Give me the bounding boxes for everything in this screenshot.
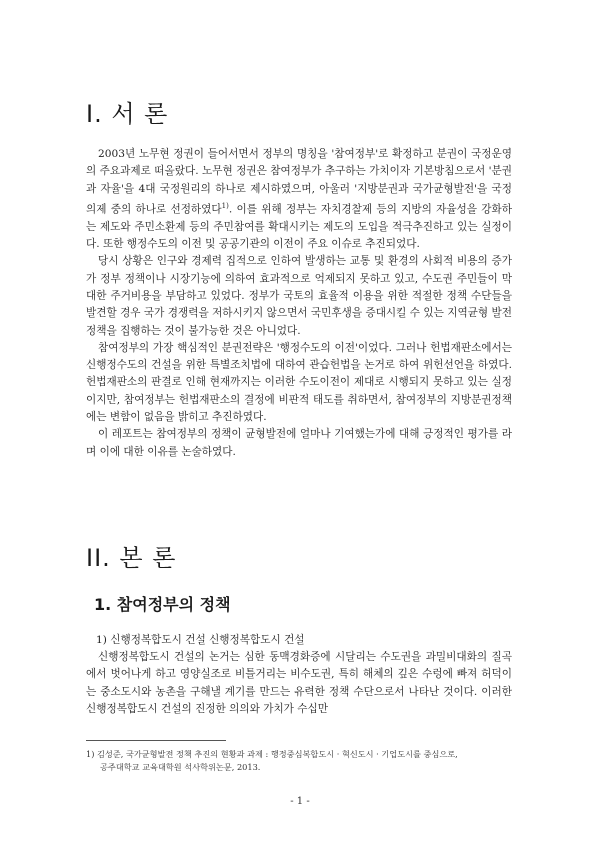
intro-paragraph-3: 참여정부의 가장 핵심적인 분권전략은 '행정수도의 이전'이었다. 그러나 헌법재판소에서는 신행정수도의 건설을 위한 특별조치법에 대하여 관습헌법을 논거로 하여 위헌선언을 하였다. 헌법재판소의 판결로 인해 현재까지는 이러한 수도이전이 제대로 시행되지 못하고 있는 실정이지만, 참여정부는 헌법재판소의 결정에 비판적 태도를 취하면서, 참여정부의 지방분권정책에는 변함이 없음을 밝히고 추진하였다.: [86, 341, 512, 423]
intro-paragraph-4: 이 레포트는 참여정부의 정책이 균형발전에 얼마나 기여했는가에 대해 긍정적인 평가를 라며 이에 대한 이유를 논술하였다.: [86, 428, 512, 458]
footnote-ref: 1): [221, 201, 229, 210]
footnote-line-1: 1) 김성준, 국가균형발전 정책 추진의 현황과 과제 : 행정중심복합도시 · 혁신도시 · 기업도시를 중심으로,: [86, 749, 458, 759]
main-body: [86, 649, 512, 718]
main-paragraph-1: 신행정복합도시 건설의 논거는 심한 동맥경화증에 시달리는 수도권을 과밀비대화의 질곡에서 벗어나게 하고 영양실조로 비틀거리는 비수도권, 특히 해체의 깊은 수렁에 빠져 허덕이는 중소도시와 농촌을 구해낼 계기를 만드는 유력한 정책 수단으로서 나타난 것이다. 이러한 신행정복합도시 건설의 진정한 의의와 가치가 수십만: [86, 651, 512, 715]
item-title: 1) 신행정복합도시 건설 신행정복합도시 건설: [96, 634, 305, 646]
footnote: [86, 748, 516, 774]
footnote-separator: [86, 740, 226, 741]
footnote-line-2: 공주대학교 교육대학원 석사학위논문, 2013.: [100, 762, 261, 772]
section-heading-introduction: I. 서 론: [86, 100, 169, 128]
page-number: - 1 -: [290, 796, 310, 807]
intro-paragraph-2: 당시 상황은 인구와 경제력 집적으로 인하여 발생하는 교통 및 환경의 사회적 비용의 증가가 정부 정책이나 시장기능에 의하여 효과적으로 억제되지 못하고 있고, 수도권 주민들이 막대한 주거비용을 부담하고 있었다. 정부가 국토의 효율적 이용을 위한 적절한 정책 수단들을 발견할 경우 국가 경쟁력을 저하시키지 않으면서 국민후생을 증대시킬 수 있는 지역균형 발전 정책을 집행하는 것이 불가능한 것은 아니었다.: [86, 255, 512, 337]
subsection-heading: 1. 참여정부의 정책: [94, 595, 231, 614]
introduction-body: [86, 146, 512, 461]
intro-paragraph-1: 2003년 노무현 정권이 들어서면서 정부의 명칭을 '참여정부'로 확정하고 분권이 국정운영의 주요과제로 떠올랐다. 노무현 정권은 참여정부가 추구하는 가치이자 기본방침으로서 '분권과 자율'을 4대 국정원리의 하나로 제시하였으며, 아울러 '지방분권과 국가균형발전'을 국정 의제 중의 하나로 선정하였다$^{1)}$. 이를 위해 정부는 자치경찰제 등의 지방의 자율성을 강화하는 제도와 주민소환제 등의 주민참여를 확대시키는 제도의 도입을 적극추진하고 있는 실정이다. 또한 행정수도의 이전 및 공공기관의 이전이 주요 이슈로 추진되었다.: [86, 148, 512, 251]
section-heading-main: II. 본 론: [86, 544, 177, 572]
